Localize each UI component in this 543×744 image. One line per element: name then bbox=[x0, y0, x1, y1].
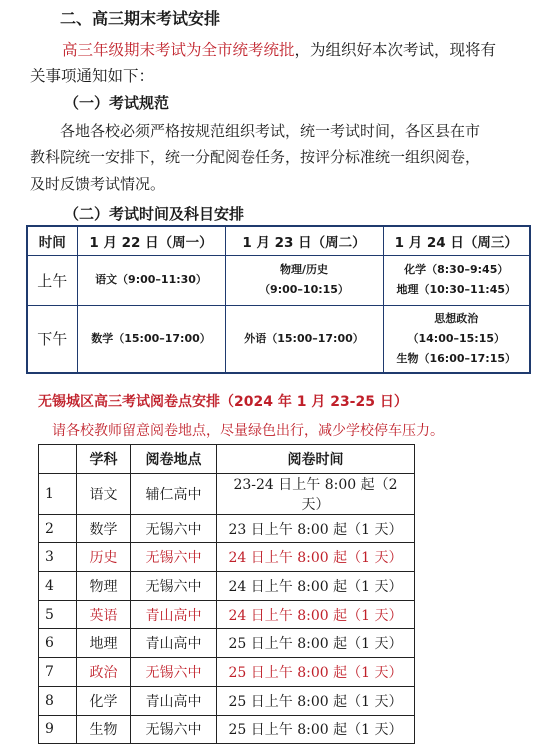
time-cell: 25 日上午 8:00 起（1 天） bbox=[217, 658, 415, 687]
schedule-cell bbox=[77, 255, 225, 305]
table-row bbox=[39, 658, 415, 687]
row-number: 9 bbox=[39, 715, 77, 744]
table-row bbox=[39, 600, 415, 629]
marking-header bbox=[39, 445, 77, 474]
location-cell: 辅仁高中 bbox=[131, 473, 217, 514]
intro-line-2: 关事项通知如下： bbox=[30, 67, 155, 85]
row-number: 1 bbox=[39, 473, 77, 514]
time-cell: 24 日上午 8:00 起（1 天） bbox=[217, 572, 415, 601]
cell-line: 地理（10:30–11:45） bbox=[396, 283, 517, 296]
cell-line: 语文（9:00–11:30） bbox=[95, 273, 207, 286]
section-title: 二、高三期末考试安排 bbox=[60, 9, 221, 28]
marking-header-row bbox=[39, 445, 415, 474]
marking-header: 阅卷时间 bbox=[217, 445, 415, 474]
intro-rest: ，为组织好本次考试，现将有 bbox=[294, 41, 497, 59]
cell-line: 外语（15:00–17:00） bbox=[244, 331, 364, 345]
schedule-header: 1 月 22 日（周一） bbox=[77, 226, 225, 255]
marking-note: 请各校教师留意阅卷地点，尽量绿色出行，减少学校停车压力。 bbox=[52, 423, 444, 439]
subject-cell: 英语 bbox=[77, 600, 131, 629]
location-cell: 青山高中 bbox=[131, 629, 217, 658]
marking-title: 无锡城区高三考试阅卷点安排（2024 年 1 月 23-25 日） bbox=[38, 394, 408, 410]
time-cell: 24 日上午 8:00 起（1 天） bbox=[217, 543, 415, 572]
row-number: 4 bbox=[39, 572, 77, 601]
subject-cell: 语文 bbox=[77, 473, 131, 514]
time-cell: 25 日上午 8:00 起（1 天） bbox=[217, 629, 415, 658]
subject-cell: 物理 bbox=[77, 572, 131, 601]
cell-line: 思想政治 bbox=[434, 311, 479, 325]
schedule-cell bbox=[77, 305, 225, 373]
cell-line: （9:00–10:15） bbox=[259, 283, 349, 296]
location-cell: 青山高中 bbox=[131, 686, 217, 715]
row-number: 6 bbox=[39, 629, 77, 658]
schedule-header: 时间 bbox=[27, 226, 77, 255]
subject-cell: 政治 bbox=[77, 658, 131, 687]
schedule-cell bbox=[383, 255, 530, 305]
time-cell: 23 日上午 8:00 起（1 天） bbox=[217, 514, 415, 543]
schedule-row-afternoon bbox=[27, 305, 530, 373]
location-cell: 无锡六中 bbox=[131, 715, 217, 744]
schedule-cell bbox=[383, 305, 530, 373]
table-row bbox=[39, 715, 415, 744]
marking-header: 阅卷地点 bbox=[131, 445, 217, 474]
table-row bbox=[39, 543, 415, 572]
marking-header: 学科 bbox=[77, 445, 131, 474]
row-number: 7 bbox=[39, 658, 77, 687]
marking-table bbox=[38, 444, 415, 744]
schedule-header-row bbox=[27, 226, 530, 255]
table-row bbox=[39, 514, 415, 543]
row-number: 5 bbox=[39, 600, 77, 629]
paragraph-line-2: 教科院统一安排下，统一分配阅卷任务，按评分标准统一组织阅卷， bbox=[30, 148, 481, 166]
location-cell: 无锡六中 bbox=[131, 658, 217, 687]
cell-line: 化学（8:30–9:45） bbox=[404, 263, 509, 276]
intro-highlight: 高三年级期末考试为全市统考统批 bbox=[62, 41, 295, 59]
time-cell: 25 日上午 8:00 起（1 天） bbox=[217, 715, 415, 744]
cell-line: （14:00–15:15） bbox=[407, 331, 506, 345]
location-cell: 无锡六中 bbox=[131, 514, 217, 543]
subject-cell: 数学 bbox=[77, 514, 131, 543]
paragraph-line-3: 及时反馈考试情况。 bbox=[30, 175, 166, 193]
row-number: 8 bbox=[39, 686, 77, 715]
exam-schedule-table bbox=[26, 225, 531, 374]
subject-cell: 化学 bbox=[77, 686, 131, 715]
schedule-cell bbox=[225, 255, 383, 305]
intro-line-1 bbox=[62, 38, 496, 60]
schedule-header: 1 月 24 日（周三） bbox=[383, 226, 530, 255]
subheading-exam-schedule: （二）考试时间及科目安排 bbox=[64, 205, 245, 223]
location-cell: 无锡六中 bbox=[131, 543, 217, 572]
cell-line: 物理/历史 bbox=[279, 263, 329, 276]
period-label: 下午 bbox=[27, 305, 77, 373]
table-row bbox=[39, 572, 415, 601]
paragraph-line-1: 各地各校必须严格按规范组织考试，统一考试时间，各区县在市 bbox=[60, 122, 481, 140]
location-cell: 无锡六中 bbox=[131, 572, 217, 601]
subject-cell: 地理 bbox=[77, 629, 131, 658]
table-row bbox=[39, 629, 415, 658]
subject-cell: 历史 bbox=[77, 543, 131, 572]
location-cell: 青山高中 bbox=[131, 600, 217, 629]
row-number: 3 bbox=[39, 543, 77, 572]
row-number: 2 bbox=[39, 514, 77, 543]
table-row bbox=[39, 686, 415, 715]
time-cell: 25 日上午 8:00 起（1 天） bbox=[217, 686, 415, 715]
schedule-cell bbox=[225, 305, 383, 373]
subheading-exam-rules: （一）考试规范 bbox=[64, 94, 170, 112]
period-label: 上午 bbox=[27, 255, 77, 305]
subject-cell: 生物 bbox=[77, 715, 131, 744]
table-row bbox=[39, 473, 415, 514]
cell-line: 数学（15:00–17:00） bbox=[91, 331, 211, 345]
time-cell: 23-24 日上午 8:00 起（2 天） bbox=[217, 473, 415, 514]
schedule-header: 1 月 23 日（周二） bbox=[225, 226, 383, 255]
cell-line: 生物（16:00–17:15） bbox=[396, 351, 517, 365]
schedule-row-morning bbox=[27, 255, 530, 305]
time-cell: 24 日上午 8:00 起（1 天） bbox=[217, 600, 415, 629]
